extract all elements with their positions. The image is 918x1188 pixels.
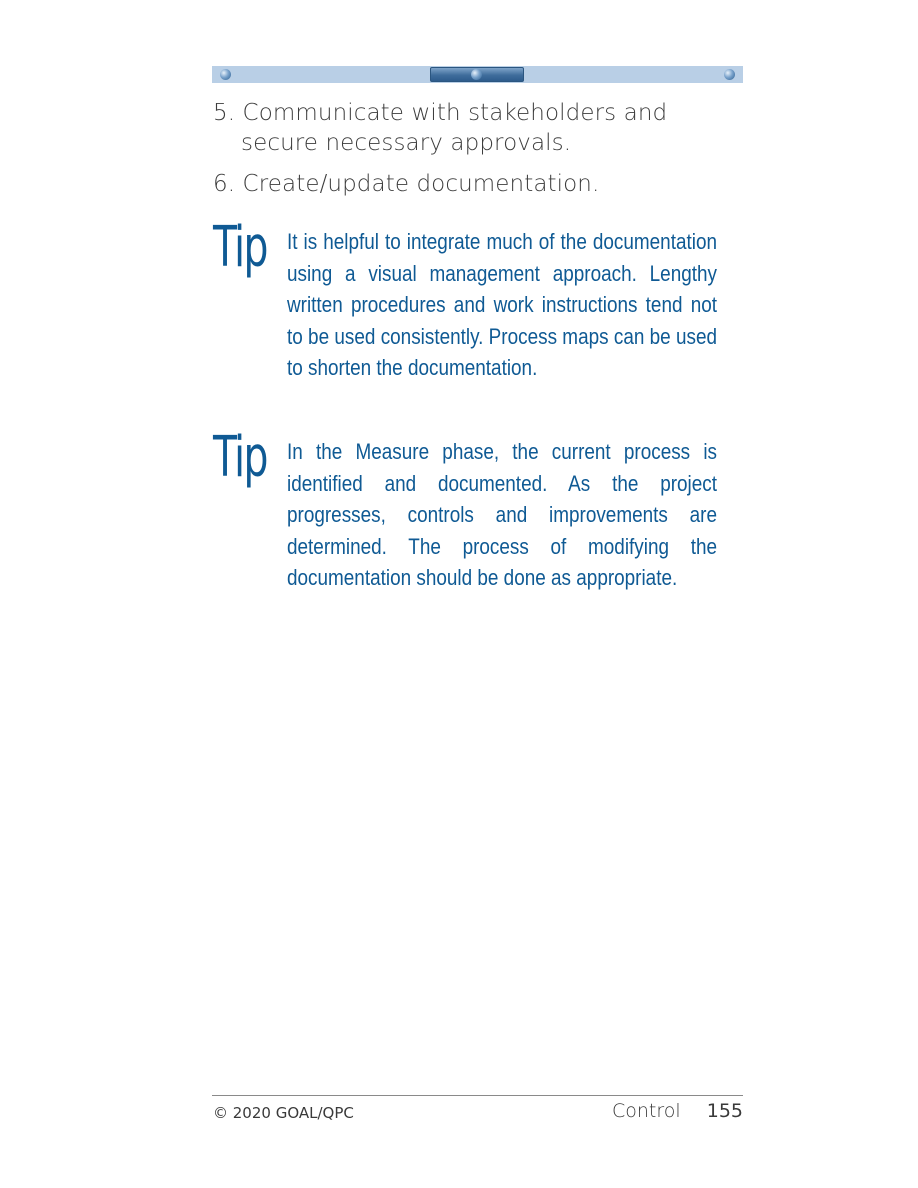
decorative-slider xyxy=(430,67,524,82)
step-6-line1: 6. Create/update documentation. xyxy=(213,171,600,197)
tip-text: In the Measure phase, the current process is identified and documented. As the project progresses, controls and improvements are determined. The process of modifying the documentation should be done as appropriate. xyxy=(287,439,717,590)
tip-label: Tip xyxy=(213,215,267,280)
bullet-icon xyxy=(471,69,482,80)
step-5-line1: 5. Communicate with stakeholders and xyxy=(213,100,668,126)
page-footer-right xyxy=(612,1100,743,1122)
step-5-line2: secure necessary approvals. xyxy=(241,130,572,156)
tip-label: Tip xyxy=(213,425,267,490)
bullet-icon xyxy=(724,69,735,80)
decorative-top-bar xyxy=(212,66,743,83)
footer-divider xyxy=(212,1095,743,1096)
tip-text: It is helpful to integrate much of the documentation using a visual management approach. Lengthy written procedures and work instructions tend not to be used consistently. Process maps can be used to shorten the documentation. xyxy=(287,229,717,380)
copyright: © 2020 GOAL/QPC xyxy=(213,1104,354,1122)
step-5 xyxy=(213,98,667,158)
bullet-icon xyxy=(220,69,231,80)
step-6 xyxy=(213,169,599,199)
page-number: 155 xyxy=(706,1100,743,1122)
section-name: Control xyxy=(612,1100,681,1122)
